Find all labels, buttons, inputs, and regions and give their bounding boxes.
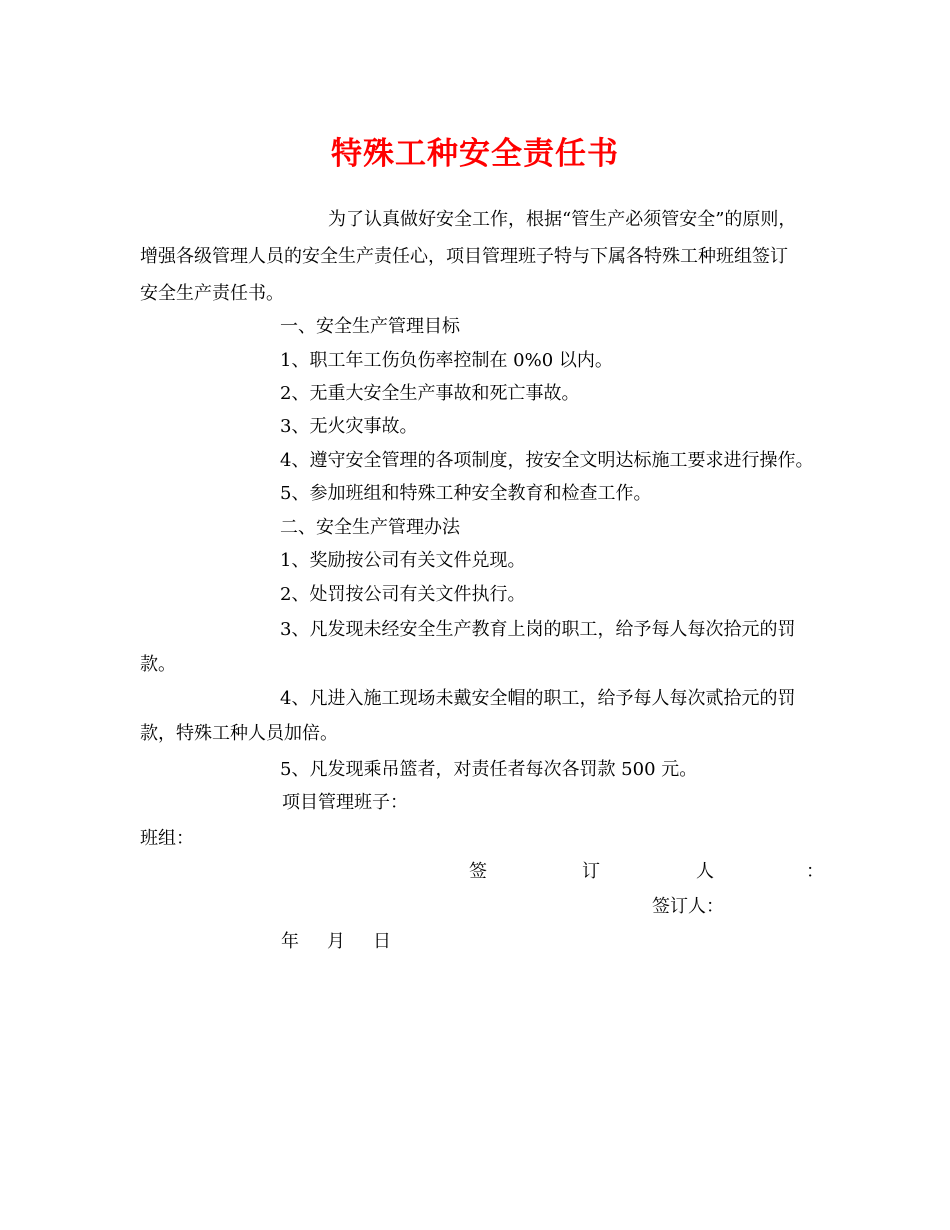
date-year: 年 bbox=[281, 931, 299, 952]
section2-item-1: 1、奖励按公司有关文件兑现。 bbox=[280, 550, 526, 571]
signer-spaced-char-1: 签 bbox=[469, 861, 487, 882]
section2-item-3-line-1: 3、凡发现未经安全生产教育上岗的职工，给予每人每次拾元的罚 bbox=[280, 619, 796, 640]
intro-line-2: 增强各级管理人员的安全生产责任心，项目管理班子特与下属各特殊工种班组签订 bbox=[140, 246, 788, 267]
signer-spaced-char-2: 订 bbox=[582, 861, 600, 882]
section2-item-4-line-1: 4、凡进入施工现场未戴安全帽的职工，给予每人每次贰拾元的罚 bbox=[280, 688, 796, 709]
section1-item-2: 2、无重大安全生产事故和死亡事故。 bbox=[280, 383, 580, 404]
team-label: 班组： bbox=[140, 828, 194, 849]
section1-item-3: 3、无火灾事故。 bbox=[280, 416, 418, 437]
date-day: 日 bbox=[373, 931, 391, 952]
section2-item-4-line-2: 款，特殊工种人员加倍。 bbox=[140, 723, 338, 744]
section1-heading: 一、安全生产管理目标 bbox=[280, 316, 460, 337]
signer-label: 签订人： bbox=[652, 896, 724, 917]
section2-item-2: 2、处罚按公司有关文件执行。 bbox=[280, 584, 526, 605]
document-title: 特殊工种安全责任书 bbox=[331, 136, 619, 172]
section2-item-5: 5、凡发现乘吊篮者，对责任者每次各罚款 500 元。 bbox=[280, 759, 698, 780]
signer-spaced-char-3: 人 bbox=[696, 861, 714, 882]
section2-heading: 二、安全生产管理办法 bbox=[280, 517, 460, 538]
project-team-label: 项目管理班子： bbox=[282, 792, 408, 813]
section2-item-3-line-2: 款。 bbox=[140, 654, 176, 675]
intro-line-1: 为了认真做好安全工作，根据“管生产必须管安全”的原则， bbox=[328, 209, 797, 230]
intro-line-3: 安全生产责任书。 bbox=[140, 283, 284, 304]
section1-item-4: 4、遵守安全管理的各项制度，按安全文明达标施工要求进行操作。 bbox=[280, 450, 814, 471]
date-month: 月 bbox=[327, 931, 345, 952]
signer-spaced-char-4: ： bbox=[806, 861, 824, 882]
section1-item-5: 5、参加班组和特殊工种安全教育和检查工作。 bbox=[280, 483, 652, 504]
section1-item-1: 1、职工年工伤负伤率控制在 0%0 以内。 bbox=[280, 350, 613, 371]
